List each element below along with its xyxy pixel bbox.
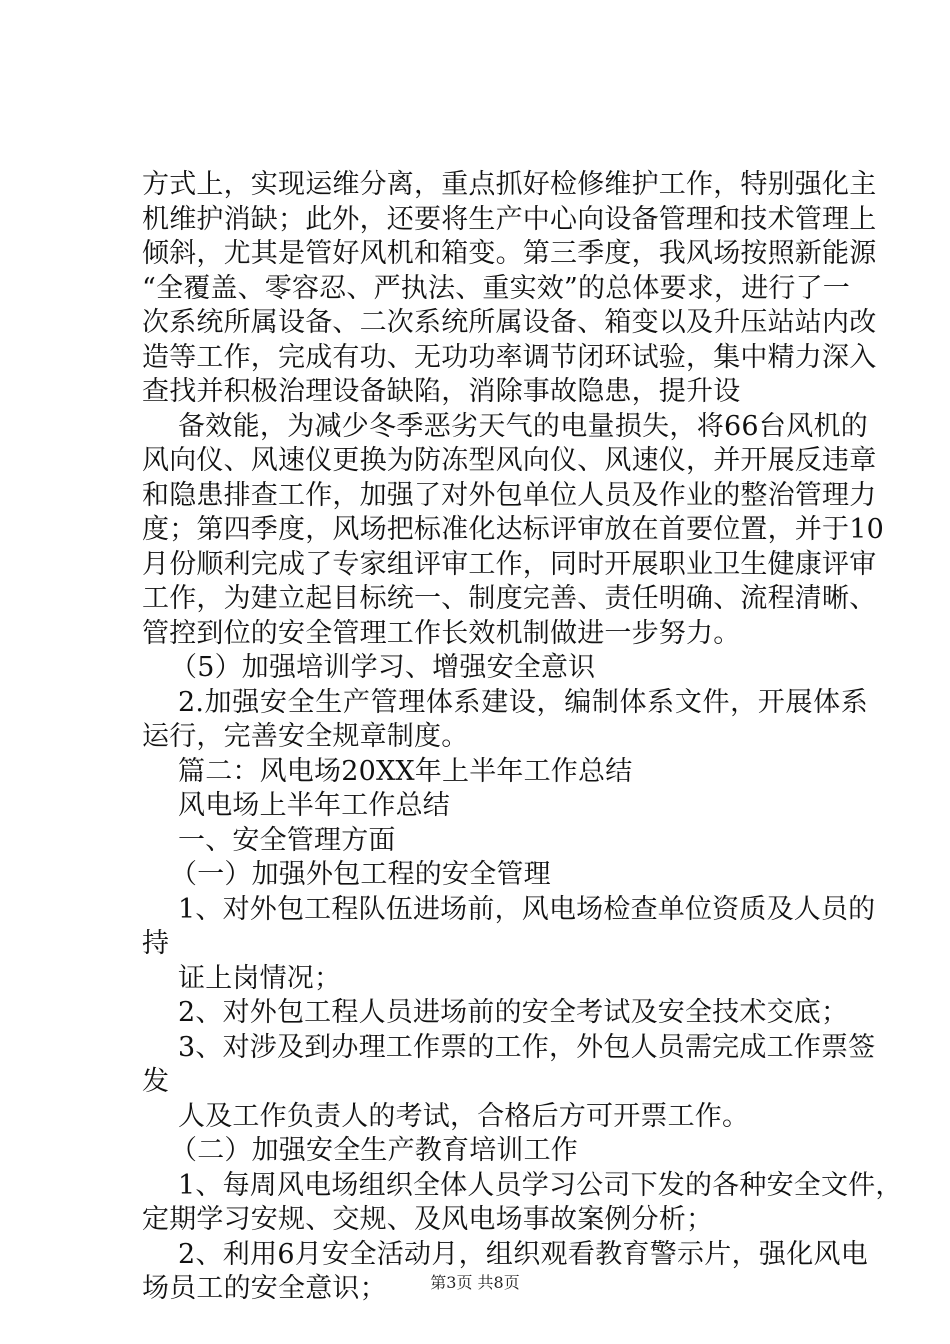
- text-line: 查找并积极治理设备缺陷，消除事故隐患，提升设: [142, 376, 741, 407]
- text-line: （一）加强外包工程的安全管理: [170, 859, 551, 890]
- text-line: “全覆盖、零容忍、严执法、重实效”的总体要求，进行了一: [142, 272, 851, 304]
- text-line: 场员工的安全意识；: [142, 1273, 387, 1304]
- text-line: 人及工作负责人的考试，合格后方可开票工作。: [178, 1100, 750, 1132]
- text-line: 发: [142, 1066, 170, 1097]
- text-line: 风向仪、风速仪更换为防冻型风向仪、风速仪，并开展反违章: [142, 445, 877, 476]
- text-line: 工作，为建立起目标统一、制度完善、责任明确、流程清晰、: [142, 583, 877, 614]
- text-line: 证上岗情况；: [178, 962, 342, 994]
- text-line: 3、对涉及到办理工作票的工作，外包人员需完成工作票签: [178, 1031, 876, 1063]
- text-line: 定期学习安规、交规、及风电场事故案例分析；: [142, 1204, 714, 1235]
- text-line: 1、每周风电场组织全体人员学习公司下发的各种安全文件，: [178, 1169, 903, 1201]
- text-line: （5）加强培训学习、增强安全意识: [170, 652, 596, 683]
- text-line: 倾斜，尤其是管好风机和箱变。第三季度，我风场按照新能源: [142, 238, 877, 269]
- document-body: [142, 168, 903, 1307]
- text-line: 一、安全管理方面: [178, 824, 396, 856]
- text-line: 度；第四季度，风场把标准化达标评审放在首要位置，并于10: [142, 514, 884, 545]
- text-line: 机维护消缺；此外，还要将生产中心向设备管理和技术管理上: [142, 203, 877, 235]
- text-line: 月份顺利完成了专家组评审工作，同时开展职业卫生健康评审: [142, 548, 877, 580]
- text-line: 备效能，为减少冬季恶劣天气的电量损失，将66台风机的: [178, 410, 868, 442]
- text-line: 2、利用6月安全活动月，组织观看教育警示片，强化风电: [178, 1238, 868, 1270]
- text-line: 造等工作，完成有功、无功功率调节闭环试验，集中精力深入: [142, 341, 877, 373]
- text-line: 持: [142, 928, 170, 959]
- text-line: 2.加强安全生产管理体系建设，编制体系文件，开展体系: [178, 686, 868, 718]
- text-line: 次系统所属设备、二次系统所属设备、箱变以及升压站站内改: [142, 307, 877, 338]
- text-line: 2、对外包工程人员进场前的安全考试及安全技术交底；: [178, 997, 849, 1028]
- text-line: 篇二：风电场20XX年上半年工作总结: [178, 755, 633, 787]
- text-line: 管控到位的安全管理工作长效机制做进一步努力。: [142, 617, 741, 649]
- text-line: 运行，完善安全规章制度。: [142, 721, 469, 752]
- page-footer: 第3页 共8页: [430, 1273, 520, 1292]
- text-line: （二）加强安全生产教育培训工作: [170, 1135, 578, 1166]
- text-line: 风电场上半年工作总结: [178, 790, 450, 821]
- text-line: 方式上，实现运维分离，重点抓好检修维护工作，特别强化主: [142, 169, 877, 200]
- text-line: 1、对外包工程队伍进场前，风电场检查单位资质及人员的: [178, 893, 876, 925]
- text-line: 和隐患排查工作，加强了对外包单位人员及作业的整治管理力: [142, 479, 877, 511]
